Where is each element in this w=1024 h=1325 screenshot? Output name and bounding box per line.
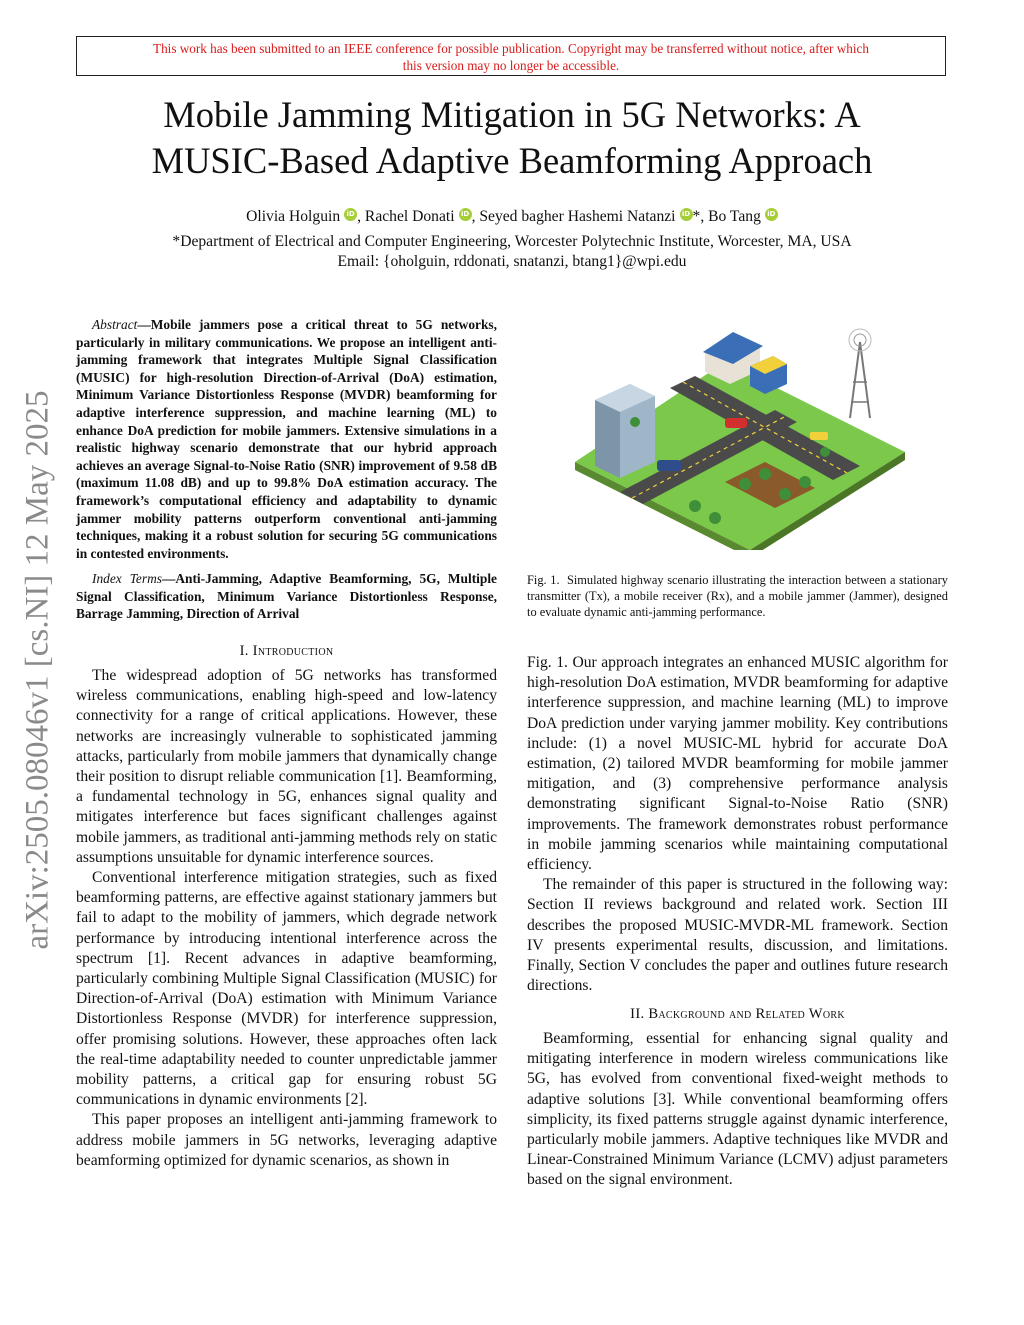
receiver-vehicle (657, 460, 681, 471)
caption-text: Simulated highway scenario illustrating the interaction between a stationary transmitter (Tx), a mobile receiver (Rx), and a mobile jammer (Jammer), designed to evaluate dynamic anti-jamming performance. (527, 573, 948, 619)
title-line-2: MUSIC-Based Adaptive Beamforming Approach (151, 140, 873, 181)
index-terms (76, 570, 497, 623)
tree (739, 478, 751, 490)
orcid-icon[interactable]: iD (344, 208, 357, 221)
intro-paragraph-3: This paper proposes an intelligent anti-jamming framework to address mobile jammers in 5G networks, leveraging adaptive beamforming optimized for dynamic scenarios, as shown in (76, 1111, 497, 1169)
section-heading-background: II. Background and Related Work (630, 1006, 845, 1022)
tree (759, 468, 771, 480)
orcid-icon[interactable]: iD (680, 208, 693, 221)
tree (709, 512, 721, 524)
tree (630, 417, 640, 427)
notice-line-1: This work has been submitted to an IEEE conference for possible publication. Copyright may be transferred without notice, after which (153, 41, 869, 56)
affiliation: *Department of Electrical and Computer Engineering, Worcester Polytechnic Institute, Worcester, MA, USA (172, 233, 852, 250)
corresponding-mark: * (692, 208, 701, 225)
figure-1-caption (527, 572, 948, 620)
index-terms-text: —Anti-Jamming, Adaptive Beamforming, 5G, Multiple Signal Classification, Minimum Variance Distortionless Response, Barrage Jamming, Direction of Arrival (76, 571, 497, 622)
arxiv-sidebar (15, 370, 61, 970)
arxiv-identifier[interactable]: arXiv:2505.08046v1 [cs.NI] 12 May 2025 (19, 390, 56, 950)
intro-paragraph-2: Conventional interference mitigation strategies, such as fixed beamforming patterns, are effective against stationary jammers but fail to adapt to the mobility of jammers, which degrade network performance by introducing intentional interference across the spectrum [1]. Recent advances in adaptive beamforming, particularly combining Multiple Signal Classification (MUSIC) for Direction-of-Arrival (DoA) estimation with Minimum Variance Distortionless Response (MVDR) for interference suppression, offer promising solutions. However, these approaches often lack the real-time adaptability needed to counter unpredictable jammer mobility patterns, a critical gap for ensuring robust 5G communications in dynamic environments [2]. (76, 869, 497, 1109)
paper-title (60, 92, 964, 184)
caption-label: Fig. 1. (527, 573, 560, 587)
right-paragraph-1: Fig. 1. Our approach integrates an enhanced MUSIC algorithm for high-resolution DoA estimation, MVDR beamforming for adaptive interference suppression, and machine learning (ML) to improve DoA prediction under varying jammer mobility. Key contributions include: (1) a novel MUSIC-ML hybrid for accurate DoA estimation, (2) tailored MVDR beamforming for mobile jammer mitigation, and (3) comprehensive performance analysis demonstrating significant Signal-to-Noise Ratio (SNR) improvements. The framework demonstrates robust performance in mobile jamming scenarios while maintaining computational efficiency. (527, 654, 948, 874)
abstract-label: Abstract (92, 317, 138, 332)
author-1: Olivia Holguin (246, 208, 341, 225)
tree (799, 476, 811, 488)
notice-line-2: this version may no longer be accessible. (402, 58, 620, 73)
figure-1-illustration (575, 322, 905, 550)
section-heading-introduction: I. Introduction (239, 643, 334, 659)
right-column-body (527, 653, 948, 996)
email-line: Email: {oholguin, rddonati, snatanzi, btang1}@wpi.edu (337, 253, 687, 270)
orcid-icon[interactable]: iD (459, 208, 472, 221)
title-line-1: Mobile Jamming Mitigation in 5G Networks: A (163, 94, 861, 135)
intro-paragraph-1: The widespread adoption of 5G networks has transformed wireless communications, enabling high-speed and low-latency connectivity for a range of critical applications. However, these networks are increasingly vulnerable to sophisticated jamming attacks, particularly from mobile jammers that dynamically change their position to disrupt reliable communication [1]. Beamforming, a fundamental technology in 5G, enhances signal quality and mitigates interference but faces significant challenges against mobile jammers, as traditional anti-jamming methods rely on static assumptions unsuitable for dynamic interference sources. (76, 667, 497, 866)
tree (820, 447, 830, 457)
right-paragraph-2: The remainder of this paper is structured in the following way: Section II reviews background and related work. Section III describes the proposed MUSIC-MVDR-ML framework. Section IV presents experimental results, discussion, and limitations. Finally, Section V concludes the paper and outlines future research directions. (527, 876, 948, 995)
author-3: , Seyed bagher Hashemi Natanzi (471, 208, 676, 225)
author-4: , Bo Tang (700, 208, 761, 225)
tree (779, 488, 791, 500)
abstract-text: —Mobile jammers pose a critical threat to 5G networks, particularly in military communications. We propose an intelligent anti-jamming framework that integrates Multiple Signal Classification (MUSIC) for high-resolution Direction-of-Arrival (DoA) estimation, Minimum Variance Distortionless Response (MVDR) beamforming for adaptive interference suppression, and machine learning (ML) to enhance DoA prediction for mobile jammers. Extensive simulations in a realistic highway scenario demonstrate that our hybrid approach achieves an average Signal-to-Noise Ratio (SNR) improvement of 9.58 dB (maximum 11.08 dB) and up to 99.8% DoA estimation accuracy. The framework’s computational efficiency and adaptability to dynamic jammer mobility patterns outperform conventional anti-jamming techniques, making it a robust solution for securing 5G communications in contested environments. (76, 317, 497, 561)
introduction-body (76, 666, 497, 1171)
tree (689, 500, 701, 512)
jammer-vehicle (725, 418, 747, 428)
copyright-notice (76, 36, 946, 76)
author-2: , Rachel Donati (357, 208, 455, 225)
background-body (527, 1029, 948, 1191)
author-list (60, 207, 964, 227)
index-terms-label: Index Terms (92, 571, 162, 586)
abstract (76, 316, 497, 562)
background-paragraph-1: Beamforming, essential for enhancing signal quality and mitigating interference in modern wireless communications like 5G, has evolved from conventional fixed-weight methods to adaptive solutions [3]. While conventional beamforming offers simplicity, its fixed patterns struggle against dynamic interference, particularly mobile jammers. Adaptive techniques like MVDR and Linear-Constrained Minimum Variance (LCMV) adjust parameters based on the signal environment. (527, 1030, 948, 1189)
transmitter-tower (850, 342, 860, 418)
orcid-icon[interactable]: iD (765, 208, 778, 221)
vehicle (810, 432, 828, 440)
